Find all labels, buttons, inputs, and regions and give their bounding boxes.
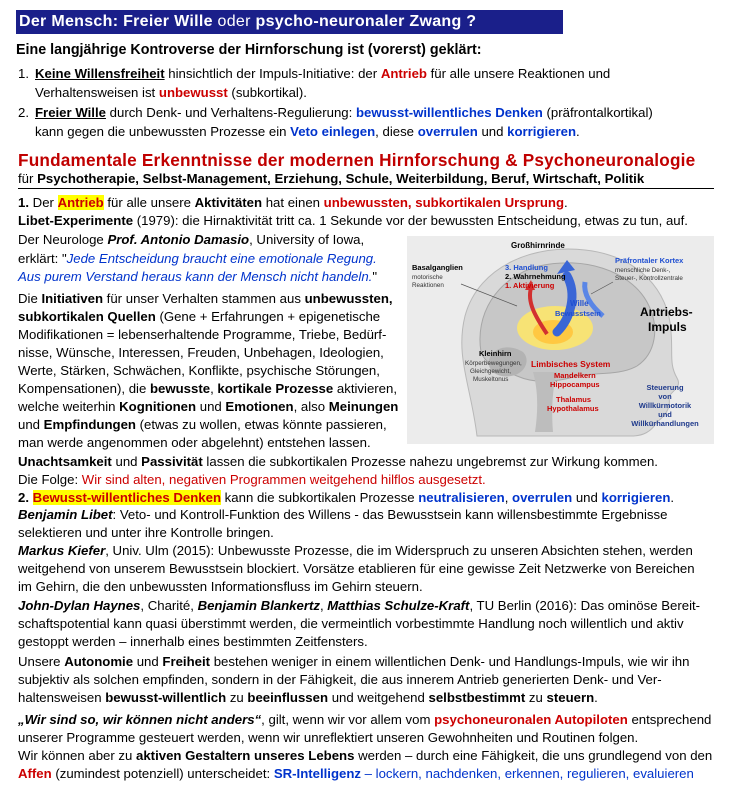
text: aktiven Gestaltern unseres Lebens	[136, 748, 355, 763]
label-steuerung5: Willkürhandlungen	[631, 419, 699, 428]
text: John-Dylan Haynes	[18, 598, 141, 613]
korrigieren-highlight: korrigieren	[507, 124, 577, 139]
p2-line-gestoppt: gestoppt werden – innerhalb eines bestimmten Zeitfensters.	[18, 634, 368, 649]
p1-line-abgelehnt: man werde angenommen oder abgelehnt) entstehen lassen.	[18, 435, 371, 450]
label-limbisch: Limbisches System	[531, 359, 611, 369]
brain-diagram-svg	[407, 236, 714, 444]
p1-line-quote-1	[18, 250, 377, 267]
p1-line-initiativen	[18, 290, 393, 307]
text: bewusst-willentlich	[105, 690, 227, 705]
text: Matthias Schulze-Kraft	[327, 598, 470, 613]
p2-line-haltensweisen	[18, 689, 598, 706]
text: kann gegen die unbewussten Prozesse ein	[35, 124, 291, 139]
text: Freiheit	[162, 654, 211, 669]
label-steuerung3: Willkürmotorik	[638, 401, 692, 410]
text: welche weiterhin	[18, 399, 120, 414]
p2-line-weitgehend: weitgehend von unserem Bewusstsein blockiert. Vorsätze etablieren für eine gewisse Zeit Netzwerke von Bereichen	[18, 561, 695, 576]
overrulen-highlight: overrulen	[417, 124, 478, 139]
p1-line-beduerfnisse: nisse, Wünsche, Interessen, Freuden, Unbehagen, Ideologien,	[18, 345, 384, 360]
p1-line-heading	[18, 194, 568, 211]
label-grosshirnrinde: Großhirnrinde	[511, 241, 565, 250]
section-heading: Fundamentale Erkenntnisse der modernen Hirnforschung & Psychoneuronalogie	[18, 150, 696, 170]
text: , also	[293, 399, 329, 414]
text: für alle unsere Reaktionen und	[426, 66, 611, 81]
text: Initiativen	[41, 291, 104, 306]
text: Wir können aber zu	[18, 748, 137, 763]
text: lassen die subkortikalen Prozesse nahezu ungebremst zur Wirkung kommen.	[202, 454, 658, 469]
text: .	[576, 124, 580, 139]
text: aktivieren,	[333, 381, 398, 396]
text: und	[196, 399, 226, 414]
text: subkortikalen Quellen	[18, 309, 156, 324]
text: psychoneuronalen Autopiloten	[434, 712, 628, 727]
text: zu	[226, 690, 248, 705]
freier-wille: Freier Wille	[35, 105, 106, 120]
text: , TU Berlin (2016): Das ominöse Bereit-	[469, 598, 701, 613]
text: Wir sind alten, negativen Programmen weitgehend hilflos ausgesetzt.	[81, 472, 486, 487]
p1-line-empfindungen	[18, 416, 387, 433]
antrieb-marker: Antrieb	[57, 195, 104, 210]
list-number: 1.	[18, 66, 29, 81]
text: Empfindungen	[43, 417, 136, 432]
text: haltensweisen	[18, 690, 106, 705]
p2-line-programme: unserer Programme gesteuert werden, wenn wir unreflektiert unseren Gewohnheiten und Routinen folgen.	[18, 730, 639, 745]
text: Kognitionen	[119, 399, 197, 414]
label-bewusstsein: Bewusstsein	[555, 309, 601, 318]
text: – lockern, nachdenken, erkennen, regulieren, evaluieren	[361, 766, 694, 781]
text: hinsichtlich der Impuls-Initiative: der	[164, 66, 381, 81]
text: entsprechend	[627, 712, 712, 727]
text: Benjamin Blankertz	[197, 598, 320, 613]
label-thalamus: Thalamus	[556, 395, 592, 404]
label-basal-sub2: Reaktionen	[412, 282, 444, 289]
p1-line-werte: Werte, Stärken, Schwächen, Konflikte, psychische Störungen,	[18, 363, 380, 378]
label-steuerung2: von	[658, 392, 672, 401]
label-praefrontal: Präfrontaler Kortex	[615, 256, 684, 265]
text: werden – durch eine Fähigkeit, die uns grundlegend von den	[354, 748, 713, 763]
title-part-oder: oder	[212, 13, 256, 30]
text: Verhaltensweisen ist	[35, 85, 159, 100]
text: : Veto- und Kontroll-Funktion des Willens - das Bewusstsein kann willensbestimmte Ergebnisse	[112, 507, 668, 522]
page-title	[16, 10, 563, 34]
label-aktivierung: 1. Aktivierung	[505, 281, 555, 290]
p2-line-affen	[18, 765, 694, 782]
list-number: 2.	[18, 105, 29, 120]
num: 1.	[18, 195, 29, 210]
p2-line-schaftspotential: schaftspotential kann quasi überstimmt werden, die vermeintlich vorbestimmte Handlung noch willentlich und aktiv	[18, 616, 684, 631]
text: kortikale Prozesse	[217, 381, 334, 396]
text: und weitgehend	[328, 690, 429, 705]
text: selbstbestimmt	[428, 690, 526, 705]
p2-line-autonomie	[18, 653, 689, 670]
unbewusst-highlight: unbewusst	[158, 85, 228, 100]
text: und	[477, 124, 508, 139]
text: , diese	[375, 124, 418, 139]
text: Markus Kiefer	[18, 543, 106, 558]
text: beeinflussen	[247, 690, 329, 705]
keine-willensfreiheit: Keine Willensfreiheit	[35, 66, 165, 81]
p1-line-folge	[18, 471, 486, 488]
label-klein-sub2: Gleichgewicht,	[470, 368, 511, 375]
text: für alle unsere	[103, 195, 195, 210]
p1-line-modifikationen: Modifikationen = lebenserhaltende Programme, Triebe, Bedürf-	[18, 327, 387, 342]
p1-line-damasio	[18, 231, 364, 248]
section-subheading	[18, 171, 644, 186]
label-kleinhirn: Kleinhirn	[479, 349, 512, 358]
text: steuern	[546, 690, 595, 705]
text: unbewussten, subkortikalen Ursprung	[323, 195, 564, 210]
text: und	[133, 654, 163, 669]
text: .	[670, 490, 675, 505]
p1-line-kompensationen	[18, 380, 397, 397]
p1-line-libet	[18, 212, 688, 229]
bewusst-marker: Bewusst-willentliches Denken	[32, 490, 222, 505]
p2-line-libet	[18, 506, 667, 523]
text: Unachtsamkeit	[18, 454, 112, 469]
label-wahrnehmung: 2. Wahrnehmung	[505, 272, 566, 281]
subtitle: Eine langjährige Kontroverse der Hirnforschung ist (vorerst) geklärt:	[16, 42, 482, 58]
p2-line-heading	[18, 489, 674, 506]
label-praef-sub1: menschliche Denk-,	[615, 267, 671, 274]
p1-line-kognitionen	[18, 398, 398, 415]
label-praef-sub2: Steuer-, Kontrollzentrale	[615, 275, 683, 282]
text: hat einen	[262, 195, 324, 210]
text: und	[111, 454, 142, 469]
text: und	[572, 490, 602, 505]
num: 2.	[18, 490, 29, 505]
text: Passivität	[141, 454, 203, 469]
text: bewusste	[149, 381, 211, 396]
text: "	[372, 269, 378, 284]
text: (präfrontalkortikal)	[542, 105, 653, 120]
label-wille: Wille	[570, 299, 589, 308]
divider	[18, 188, 714, 189]
label-steuerung1: Steuerung	[646, 383, 684, 392]
label-handlung: 3. Handlung	[505, 263, 548, 272]
list-item-2-line-1	[18, 104, 653, 121]
label-impuls: Impuls	[648, 320, 687, 334]
text: ,	[210, 381, 218, 396]
label-basal-sub1: motorische	[412, 274, 443, 281]
text: Unsere	[18, 654, 65, 669]
quote: „Wir sind so, wir können nicht anders“	[18, 712, 262, 727]
brain-diagram	[407, 236, 714, 444]
quote: Jede Entscheidung braucht eine emotionale Regung.	[66, 251, 377, 266]
text: Prof. Antonio Damasio	[107, 232, 250, 247]
text: SR-Intelligenz	[273, 766, 361, 781]
text: , Charité,	[140, 598, 198, 613]
text: erklärt: "	[18, 251, 67, 266]
label-antriebs: Antriebs-	[640, 305, 693, 319]
label-hypothalamus: Hypothalamus	[547, 404, 599, 413]
text: Aktivitäten	[194, 195, 263, 210]
fields-list: Psychotherapie, Selbst-Management, Erziehung, Schule, Weiterbildung, Beruf, Wirtschaft, Politik	[37, 171, 645, 186]
p2-line-gehirn: im Gehirn, die den unbewussten Informationsfluss im Gehirn steuern.	[18, 579, 423, 594]
text: (zumindest potenziell) unterscheidet:	[51, 766, 274, 781]
text: für unser Verhalten stammen aus	[103, 291, 305, 306]
p1-line-quote-2	[18, 268, 377, 285]
text: Benjamin Libet	[18, 507, 113, 522]
label-mandelkern: Mandelkern	[554, 371, 596, 380]
label-hippocampus: Hippocampus	[550, 380, 600, 389]
text: Meinungen	[328, 399, 399, 414]
p1-line-quellen	[18, 308, 380, 325]
text: zu	[525, 690, 547, 705]
text: für	[18, 171, 38, 186]
antrieb-highlight: Antrieb	[380, 66, 427, 81]
text: Emotionen	[225, 399, 294, 414]
text: overrulen	[512, 490, 573, 505]
label-klein-sub3: Muskeltonus	[473, 376, 509, 383]
list-item-1-line-2	[35, 84, 307, 101]
text: Affen	[18, 766, 52, 781]
title-part-zwang: psycho-neuronaler Zwang	[255, 13, 462, 30]
list-item-2-line-2	[35, 123, 580, 140]
text: (1979): die Hirnaktivität tritt ca. 1 Sekunde vor der bewussten Entscheidung, etwas zu tun, auf.	[133, 213, 688, 228]
text: Der Neurologe	[18, 232, 108, 247]
quote: Aus purem Verstand heraus kann der Mensch nicht handeln.	[18, 269, 373, 284]
text: , Univ. Ulm (2015): Unbewusste Prozesse, die im Widerspruch zu unseren Absichten stehen, werden	[105, 543, 693, 558]
veto-highlight: Veto einlegen	[290, 124, 376, 139]
text: Der	[29, 195, 58, 210]
text: Kompensationen), die	[18, 381, 150, 396]
text: neutralisieren	[418, 490, 505, 505]
p2-line-gestalter	[18, 747, 712, 764]
p2-line-subjektiv: subjektiv als solchen empfinden, sondern in der Fähigkeit, die aus innerem Antrieb generierten Denk- und Ver-	[18, 672, 662, 687]
text: (Gene + Erfahrungen + epigenetische	[155, 309, 381, 324]
bewusst-willentlich-highlight: bewusst-willentliches Denken	[355, 105, 543, 120]
label-steuerung4: und	[658, 410, 672, 419]
title-part-question: ?	[461, 13, 477, 30]
p2-line-wir-sind-so	[18, 711, 711, 728]
text: .	[564, 195, 568, 210]
p2-line-haynes	[18, 597, 700, 614]
text: ,	[319, 598, 328, 613]
text: durch Denk- und Verhaltens-Regulierung:	[105, 105, 356, 120]
text: .	[594, 690, 598, 705]
text: kann die subkortikalen Prozesse	[221, 490, 419, 505]
label-basalganglien: Basalganglien	[412, 263, 463, 272]
text: bestehen weniger in einem willentlichen Denk- und Handlungs-Impuls, wie wir ihn	[210, 654, 690, 669]
list-item-1-line-1	[18, 65, 611, 82]
text: korrigieren	[601, 490, 671, 505]
text: Die	[18, 291, 42, 306]
text: ,	[504, 490, 513, 505]
title-part-freier-wille: Der Mensch: Freier Wille	[19, 13, 213, 30]
text: , gilt, wenn wir vor allem vom	[261, 712, 435, 727]
text: und	[18, 417, 44, 432]
text: (etwas zu wollen, etwas könnte passieren,	[135, 417, 387, 432]
p1-line-unachtsamkeit	[18, 453, 658, 470]
text: Die Folge:	[18, 472, 82, 487]
text: , University of Iowa,	[249, 232, 365, 247]
text: unbewussten,	[304, 291, 393, 306]
text: (subkortikal).	[227, 85, 307, 100]
label-klein-sub1: Körperbewegungen,	[465, 360, 522, 367]
p2-line-selektieren: selektieren und unter ihre Kontrolle bringen.	[18, 525, 274, 540]
text: Autonomie	[64, 654, 134, 669]
text: Libet-Experimente	[18, 213, 134, 228]
p2-line-kiefer	[18, 542, 693, 559]
